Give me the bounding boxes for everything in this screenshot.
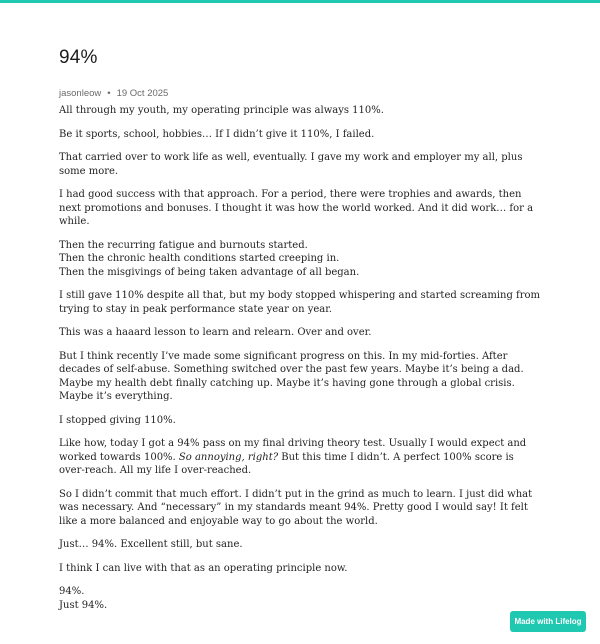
paragraph bbox=[59, 437, 541, 478]
paragraph-line: Then the chronic health conditions started creeping in. bbox=[59, 253, 340, 264]
paragraph: All through my youth, my operating principle was always 110%. bbox=[59, 105, 384, 116]
paragraph: Just… 94%. Excellent still, but sane. bbox=[59, 539, 243, 550]
post-meta bbox=[59, 88, 541, 100]
top-accent-bar bbox=[0, 0, 600, 3]
post-date: 19 Oct 2025 bbox=[116, 88, 169, 99]
paragraph-text: Like how, today I got a 94% pass on my final driving theory test. Usually I would expect and worked towards 100%. bbox=[59, 438, 527, 463]
paragraph bbox=[59, 585, 541, 612]
paragraph: This was a haaard lesson to learn and relearn. Over and over. bbox=[59, 327, 372, 338]
paragraph: Be it sports, school, hobbies… If I didn’t give it 110%, I failed. bbox=[59, 128, 375, 140]
paragraph: That carried over to work life as well, eventually. I gave my work and employer my all, plus some more. bbox=[59, 152, 523, 177]
post-body bbox=[59, 104, 541, 612]
made-with-lifelog-button[interactable]: Made with Lifelog bbox=[510, 611, 586, 632]
paragraph: I still gave 110% despite all that, but my body stopped whispering and started screaming from trying to stay in peak performance state year on year. bbox=[59, 290, 541, 315]
author-link[interactable]: jasonleow bbox=[59, 88, 102, 99]
paragraph-line: Then the misgivings of being taken advantage of all began. bbox=[59, 266, 360, 278]
paragraph-line: 94%. bbox=[59, 586, 85, 597]
paragraph-line: Then the recurring fatigue and burnouts started. bbox=[59, 239, 308, 251]
paragraph-line: Just 94%. bbox=[59, 599, 108, 611]
post-title: 94% bbox=[59, 47, 98, 68]
paragraph: I stopped giving 110%. bbox=[59, 414, 176, 426]
paragraph-text: But this time I didn’t. A perfect 100% score is over-reach. All my life I over-reached. bbox=[59, 451, 514, 476]
paragraph: So I didn’t commit that much effort. I didn’t put in the grind as much to learn. I just did what was necessary. And “necessary” in my standards meant 94%. Pretty good I would say! It felt like a more balanced and enjoyable way to go about the world. bbox=[59, 488, 533, 527]
paragraph: I think I can live with that as an operating principle now. bbox=[59, 562, 348, 574]
paragraph: But I think recently I’ve made some significant progress on this. In my mid-forties. After decades of self-abuse. Something switched over the past few years. Maybe it’s being a dad. Maybe my health debt finally catching up. Maybe it’s having gone through a global crisis. Maybe it’s everything. bbox=[59, 350, 524, 402]
italic-text: So annoying, right? bbox=[178, 451, 279, 463]
post-article bbox=[59, 46, 541, 622]
paragraph bbox=[59, 239, 541, 280]
paragraph: I had good success with that approach. For a period, there were trophies and awards, then next promotions and bonuses. I thought it was how the world worked. And it did work… for a while. bbox=[59, 189, 534, 227]
meta-separator: • bbox=[107, 88, 111, 99]
